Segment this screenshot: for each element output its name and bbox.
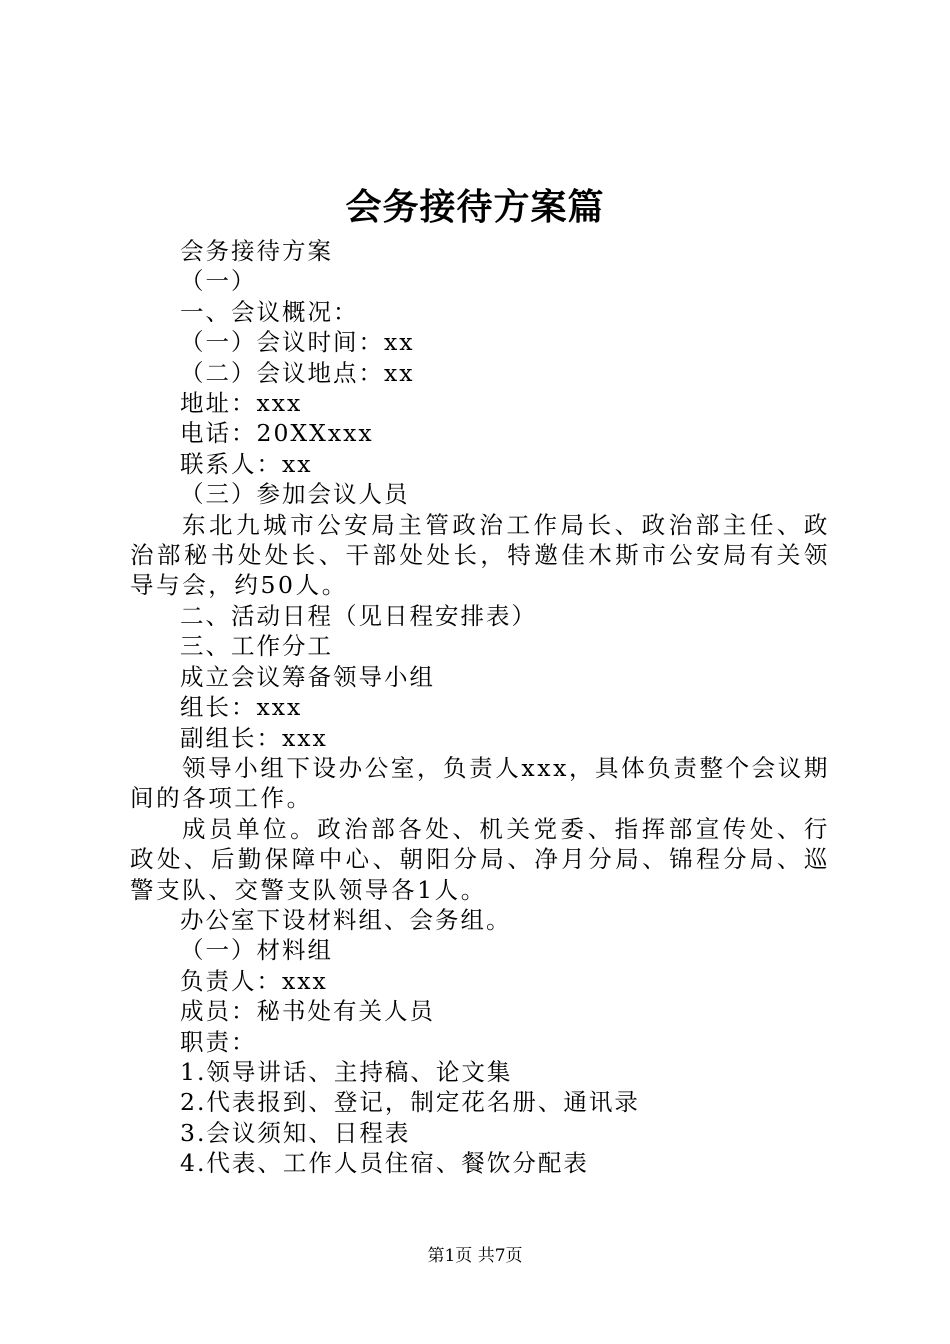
text-line: 成员：秘书处有关人员 <box>180 997 435 1026</box>
text-line: 电话：20XXxxx <box>180 419 374 448</box>
document-body <box>130 236 830 1179</box>
paragraph: 领导小组下设办公室，负责人xxx，具体负责整个会议期间的各项工作。 <box>130 753 830 813</box>
text-line: 副组长：xxx <box>180 723 328 752</box>
page-title: 会务接待方案篇 <box>345 186 605 228</box>
list-item: 2.代表报到、登记，制定花名册、通讯录 <box>180 1088 640 1117</box>
text-line: （一）会议时间：xx <box>180 328 415 357</box>
list-item: 4.代表、工作人员住宿、餐饮分配表 <box>180 1149 589 1178</box>
text-line: 会务接待方案 <box>180 237 333 265</box>
text-line: 负责人：xxx <box>180 966 328 995</box>
text-line: 成立会议筹备领导小组 <box>180 662 435 691</box>
text-line: 办公室下设材料组、会务组。 <box>180 905 512 934</box>
text-line: （三）参加会议人员 <box>180 480 410 509</box>
section-heading: 二、活动日程（见日程安排表） <box>180 601 537 630</box>
page-number-footer: 第1页 共7页 <box>427 1246 523 1266</box>
list-item: 3.会议须知、日程表 <box>180 1118 411 1147</box>
text-line: （二）会议地点：xx <box>180 358 415 387</box>
paragraph: 成员单位。政治部各处、机关党委、指挥部宣传处、行政处、后勤保障中心、朝阳分局、净月分局、锦程分局、巡警支队、交警支队领导各1人。 <box>130 814 830 904</box>
section-heading: 一、会议概况： <box>180 297 359 326</box>
text-line: （一） <box>180 267 257 296</box>
text-line: 地址：xxx <box>180 389 303 418</box>
text-line: 联系人：xx <box>180 449 313 478</box>
list-item: 1.领导讲话、主持稿、论文集 <box>180 1057 513 1086</box>
text-line: （一）材料组 <box>180 936 333 965</box>
paragraph: 东北九城市公安局主管政治工作局长、政治部主任、政治部秘书处处长、干部处处长，特邀佳木斯市公安局有关领导与会，约50人。 <box>130 510 830 600</box>
text-line: 职责： <box>180 1027 257 1056</box>
section-heading: 三、工作分工 <box>180 632 333 661</box>
text-line: 组长：xxx <box>180 693 303 722</box>
